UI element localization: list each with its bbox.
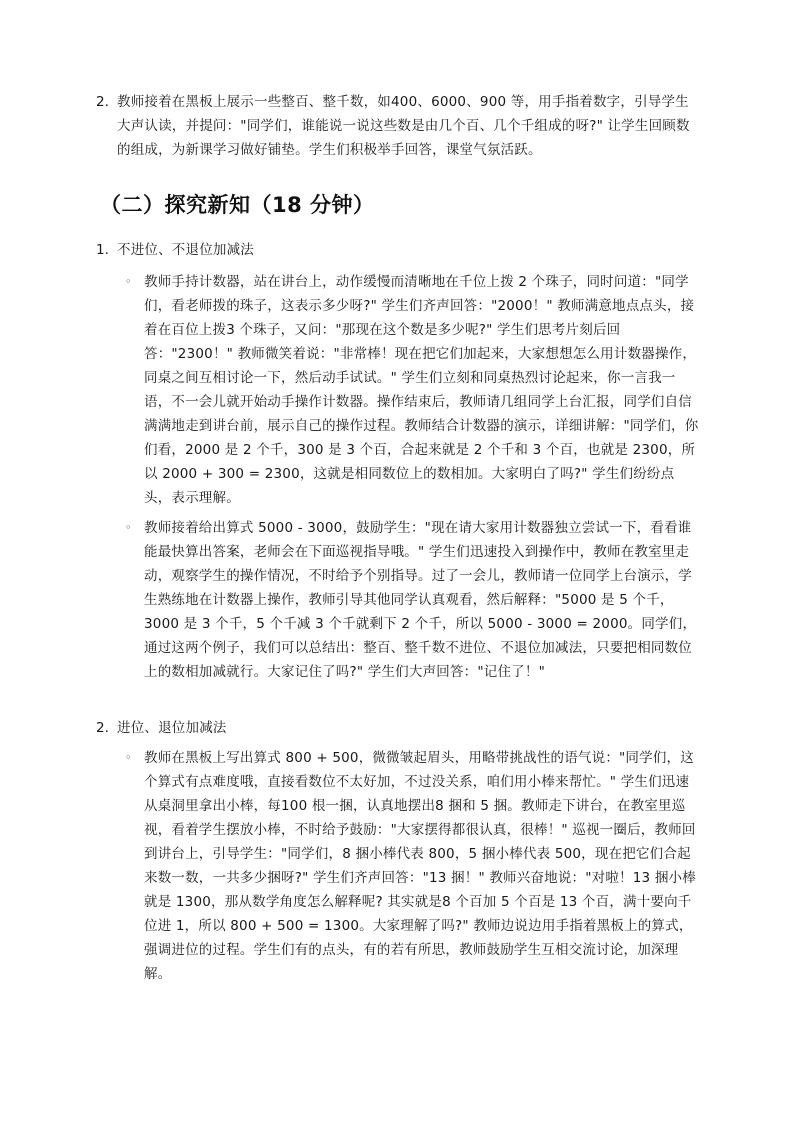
paragraph-intro: 教师接着在黑板上展示一些整百、整千数，如400、6000、900 等，用手指着数字，引导学生大声认读，并提问："同学们，谁能说一说这些数是由几个百、几个千组成的呀?" 让学生回顾数的组成，为新课学习做好铺垫。学生们积极举手回答，课堂气氛活跃。: [117, 94, 690, 158]
list-number: 2.: [96, 94, 109, 110]
bullet-paragraph: 教师手持计数器，站在讲台上，动作缓慢而清晰地在千位上拨 2 个珠子，同时问道："同学们，看老师拨的珠子，这表示多少呀?" 学生们齐声回答："2000！" 教师满意地点点头，接着在百位上拨3 个珠子，又问："那现在这个数是多少呢?" 学生们思考片刻后回答："2300！" 教师微笑着说："非常棒！现在把它们加起来，大家想想怎么用计数器操作，同桌之间互相讨论一下，然后动手试试。" 学生们立刻和同桌热烈讨论起来，你一言我一语，不一会儿就开始动手操作计数器。操作结束后，教师请几组同学上台汇报，同学们自信满满地走到讲台前，展示自己的操作过程。教师结合计数器的演示，详细讲解："同学们，你们看，2000 是 2 个千，300 是 3 个百，合起来就是 2 个千和 3 个百，也就是 2300，所以 2000 + 300 = 2300，这就是相同数位上的数相加。大家明白了吗?" 学生们纷纷点头，表示理解。: [144, 274, 699, 506]
list-item-title: 不进位、不退位加减法: [117, 242, 254, 258]
bullet-paragraph: 教师在黑板上写出算式 800 + 500，微微皱起眉头，用略带挑战性的语气说："同学们，这个算式有点难度哦，直接看数位不太好加，不过没关系，咱们用小棒来帮忙。" 学生们迅速从桌洞里拿出小棒，每100 根一捆，认真地摆出8 捆和 5 捆。教师走下讲台，在教室里巡视，看着学生摆放小棒，不时给予鼓励："大家摆得都很认真，很棒！" 巡视一圈后，教师回到讲台上，引导学生："同学们，8 捆小棒代表 800，5 捆小棒代表 500，现在把它们合起来数一数，一共多少捆呀?" 学生们齐声回答："13 捆！" 教师兴奋地说："对啦！13 捆小棒就是 1300，那从数学角度怎么解释呢? 其实就是8 个百加 5 个百是 13 个百，满十要向千位进 1，所以 800 + 500 = 1300。大家理解了吗?" 教师边说边用手指着黑板上的算式，强调进位的过程。学生们有的点头，有的若有所思，教师鼓励学生互相交流讨论，加深理解。: [144, 750, 696, 982]
bullet-icon: ◦: [125, 751, 132, 764]
section-heading: （二）探究新知（18 分钟）: [100, 193, 375, 217]
bullet-icon: ◦: [125, 521, 132, 534]
list-number: 2.: [96, 720, 109, 736]
list-item-title: 进位、退位加减法: [117, 720, 227, 736]
bullet-icon: ◦: [125, 275, 132, 288]
bullet-paragraph: 教师接着给出算式 5000 - 3000，鼓励学生："现在请大家用计数器独立尝试一下，看看谁能最快算出答案，老师会在下面巡视指导哦。" 学生们迅速投入到操作中，教师在教室里走动，观察学生的操作情况，不时给予个别指导。过了一会儿，教师请一位同学上台演示，学生熟练地在计数器上操作，教师引导其他同学认真观看，然后解释："5000 是 5 个千，3000 是 3 个千，5 个千减 3 个千就剩下 2 个千，所以 5000 - 3000 = 2000。同学们，通过这两个例子，我们可以总结出：整百、整千数不进位、不退位加减法，只要把相同数位上的数相加减就行。大家记住了吗?" 学生们大声回答："记住了！": [144, 520, 697, 680]
list-number: 1.: [96, 242, 109, 258]
